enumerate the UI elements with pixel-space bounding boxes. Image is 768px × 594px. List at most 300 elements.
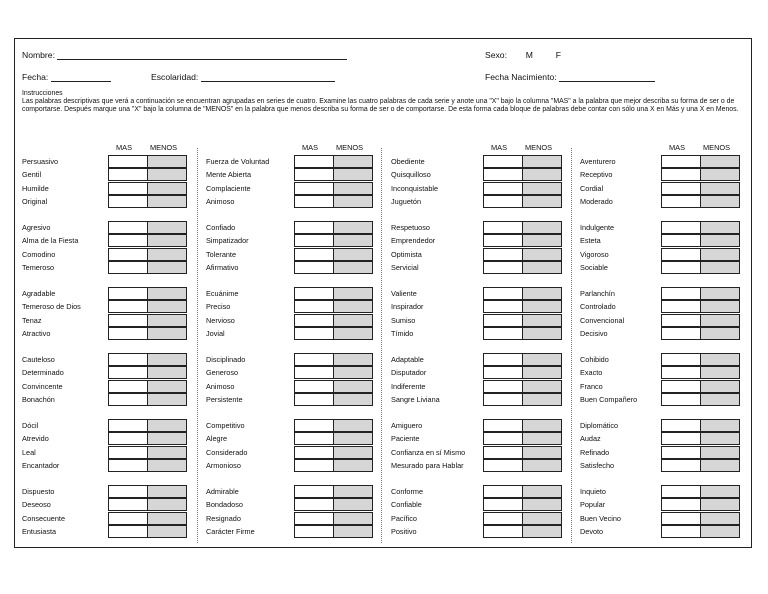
mas-checkbox[interactable]: [661, 525, 701, 538]
mas-checkbox[interactable]: [661, 300, 701, 313]
mas-checkbox[interactable]: [661, 446, 701, 459]
menos-checkbox[interactable]: [522, 393, 562, 406]
mas-column-header: MAS: [116, 143, 133, 152]
menos-checkbox[interactable]: [147, 182, 187, 195]
menos-checkbox[interactable]: [147, 287, 187, 300]
sexo-label: Sexo:: [485, 50, 507, 60]
column-divider: [571, 148, 572, 543]
mas-checkbox[interactable]: [661, 393, 701, 406]
menos-checkbox[interactable]: [147, 366, 187, 379]
mas-checkbox[interactable]: [108, 366, 148, 379]
word-label: Dispuesto: [22, 487, 55, 496]
menos-checkbox[interactable]: [700, 248, 740, 261]
word-label: Confiado: [206, 223, 236, 232]
mas-checkbox[interactable]: [108, 314, 148, 327]
mas-checkbox[interactable]: [294, 446, 334, 459]
mas-checkbox[interactable]: [108, 485, 148, 498]
menos-checkbox[interactable]: [147, 432, 187, 445]
mas-checkbox[interactable]: [294, 393, 334, 406]
mas-checkbox[interactable]: [294, 380, 334, 393]
menos-checkbox[interactable]: [147, 419, 187, 432]
mas-checkbox[interactable]: [108, 221, 148, 234]
menos-checkbox[interactable]: [522, 234, 562, 247]
word-label: Carácter Firme: [206, 526, 255, 536]
mas-checkbox[interactable]: [294, 419, 334, 432]
mas-checkbox[interactable]: [661, 380, 701, 393]
mas-checkbox[interactable]: [483, 155, 523, 168]
menos-checkbox[interactable]: [522, 261, 562, 274]
menos-checkbox[interactable]: [700, 366, 740, 379]
word-label: Persistente: [206, 394, 243, 404]
mas-checkbox[interactable]: [483, 512, 523, 525]
mas-checkbox[interactable]: [661, 432, 701, 445]
word-label: Tímido: [391, 328, 414, 338]
mas-checkbox[interactable]: [294, 234, 334, 247]
menos-checkbox[interactable]: [522, 512, 562, 525]
word-label: Simpatizador: [206, 236, 249, 246]
word-label: Convencional: [580, 315, 625, 325]
mas-checkbox[interactable]: [108, 353, 148, 366]
word-label: Humilde: [22, 183, 49, 193]
menos-checkbox[interactable]: [147, 459, 187, 472]
menos-checkbox[interactable]: [700, 221, 740, 234]
word-label: Competitivo: [206, 421, 245, 430]
mas-checkbox[interactable]: [483, 234, 523, 247]
mas-checkbox[interactable]: [294, 182, 334, 195]
word-label: Parlanchín: [580, 289, 615, 298]
instructions-title: Instrucciones: [22, 90, 63, 97]
word-label: Vigoroso: [580, 249, 609, 259]
menos-checkbox[interactable]: [522, 300, 562, 313]
menos-checkbox[interactable]: [147, 485, 187, 498]
menos-checkbox[interactable]: [333, 234, 373, 247]
mas-checkbox[interactable]: [661, 327, 701, 340]
mas-checkbox[interactable]: [661, 155, 701, 168]
menos-checkbox[interactable]: [333, 393, 373, 406]
word-label: Inspirador: [391, 302, 424, 312]
menos-checkbox[interactable]: [522, 221, 562, 234]
word-label: Bonachón: [22, 394, 55, 404]
word-label: Franco: [580, 381, 603, 391]
word-label: Bondadoso: [206, 500, 243, 510]
menos-checkbox[interactable]: [522, 248, 562, 261]
menos-checkbox[interactable]: [700, 459, 740, 472]
menos-checkbox[interactable]: [333, 380, 373, 393]
menos-checkbox[interactable]: [333, 353, 373, 366]
word-label: Disputador: [391, 368, 427, 378]
word-label: Admirable: [206, 487, 239, 496]
menos-checkbox[interactable]: [147, 300, 187, 313]
menos-checkbox[interactable]: [522, 432, 562, 445]
mas-checkbox[interactable]: [483, 287, 523, 300]
mas-checkbox[interactable]: [483, 446, 523, 459]
word-label: Positivo: [391, 526, 417, 536]
mas-checkbox[interactable]: [483, 248, 523, 261]
mas-checkbox[interactable]: [483, 432, 523, 445]
mas-checkbox[interactable]: [483, 485, 523, 498]
word-label: Pacífico: [391, 513, 417, 523]
mas-checkbox[interactable]: [108, 432, 148, 445]
mas-checkbox[interactable]: [483, 221, 523, 234]
word-label: Respetuoso: [391, 223, 430, 232]
menos-checkbox[interactable]: [147, 221, 187, 234]
word-label: Original: [22, 196, 48, 206]
menos-checkbox[interactable]: [147, 168, 187, 181]
mas-checkbox[interactable]: [108, 261, 148, 274]
mas-checkbox[interactable]: [108, 195, 148, 208]
word-label: Paciente: [391, 434, 420, 444]
sexo-m-option[interactable]: M: [525, 50, 533, 60]
menos-checkbox[interactable]: [333, 446, 373, 459]
mas-checkbox[interactable]: [661, 248, 701, 261]
word-label: Persuasivo: [22, 157, 59, 166]
menos-checkbox[interactable]: [700, 485, 740, 498]
word-label: Encantador: [22, 460, 60, 470]
menos-column-header: MENOS: [150, 143, 178, 152]
mas-checkbox[interactable]: [108, 168, 148, 181]
mas-checkbox[interactable]: [294, 366, 334, 379]
menos-checkbox[interactable]: [333, 248, 373, 261]
fecha-nacimiento-label: Fecha Nacimiento:: [485, 72, 557, 82]
mas-checkbox[interactable]: [294, 221, 334, 234]
mas-checkbox[interactable]: [108, 512, 148, 525]
fecha-nacimiento-field[interactable]: [559, 72, 655, 82]
mas-checkbox[interactable]: [108, 234, 148, 247]
word-label: Complaciente: [206, 183, 251, 193]
mas-checkbox[interactable]: [294, 261, 334, 274]
mas-checkbox[interactable]: [483, 300, 523, 313]
menos-checkbox[interactable]: [700, 300, 740, 313]
mas-checkbox[interactable]: [483, 353, 523, 366]
word-label: Servicial: [391, 262, 419, 272]
menos-checkbox[interactable]: [700, 168, 740, 181]
mas-checkbox[interactable]: [294, 459, 334, 472]
mas-checkbox[interactable]: [108, 248, 148, 261]
menos-checkbox[interactable]: [333, 432, 373, 445]
menos-checkbox[interactable]: [522, 327, 562, 340]
mas-checkbox[interactable]: [294, 155, 334, 168]
mas-checkbox[interactable]: [661, 314, 701, 327]
mas-checkbox[interactable]: [294, 300, 334, 313]
word-label: Ecuánime: [206, 289, 239, 298]
menos-checkbox[interactable]: [333, 300, 373, 313]
menos-checkbox[interactable]: [333, 419, 373, 432]
mas-checkbox[interactable]: [661, 419, 701, 432]
mas-checkbox[interactable]: [661, 459, 701, 472]
menos-checkbox[interactable]: [700, 155, 740, 168]
word-label: Esteta: [580, 236, 601, 246]
mas-checkbox[interactable]: [661, 195, 701, 208]
menos-checkbox[interactable]: [522, 195, 562, 208]
word-label: Agresivo: [22, 223, 51, 232]
nombre-label: Nombre:: [22, 50, 55, 60]
mas-checkbox[interactable]: [483, 195, 523, 208]
mas-checkbox[interactable]: [108, 327, 148, 340]
mas-checkbox[interactable]: [483, 168, 523, 181]
word-label: Dócil: [22, 421, 39, 430]
word-label: Temeroso: [22, 262, 55, 272]
mas-checkbox[interactable]: [294, 432, 334, 445]
word-label: Tolerante: [206, 249, 237, 259]
menos-checkbox[interactable]: [522, 353, 562, 366]
menos-checkbox[interactable]: [147, 446, 187, 459]
menos-checkbox[interactable]: [700, 182, 740, 195]
menos-checkbox[interactable]: [700, 314, 740, 327]
menos-checkbox[interactable]: [522, 182, 562, 195]
mas-checkbox[interactable]: [294, 287, 334, 300]
word-label: Comodino: [22, 249, 56, 259]
word-label: Buen Vecino: [580, 513, 621, 523]
menos-checkbox[interactable]: [147, 234, 187, 247]
menos-checkbox[interactable]: [522, 485, 562, 498]
word-label: Considerado: [206, 447, 248, 457]
word-label: Optimista: [391, 249, 422, 259]
word-label: Audaz: [580, 434, 601, 444]
menos-checkbox[interactable]: [522, 155, 562, 168]
menos-checkbox[interactable]: [147, 248, 187, 261]
menos-checkbox[interactable]: [147, 327, 187, 340]
menos-checkbox[interactable]: [522, 380, 562, 393]
fecha-label: Fecha:: [22, 72, 49, 82]
menos-checkbox[interactable]: [700, 446, 740, 459]
word-label: Adaptable: [391, 355, 424, 364]
mas-checkbox[interactable]: [483, 366, 523, 379]
menos-checkbox[interactable]: [333, 182, 373, 195]
menos-checkbox[interactable]: [522, 446, 562, 459]
menos-checkbox[interactable]: [522, 419, 562, 432]
word-label: Atractivo: [22, 328, 51, 338]
menos-checkbox[interactable]: [522, 366, 562, 379]
fecha-row: [22, 72, 111, 82]
mas-checkbox[interactable]: [294, 512, 334, 525]
nombre-field[interactable]: [57, 50, 347, 60]
menos-checkbox[interactable]: [333, 327, 373, 340]
menos-checkbox[interactable]: [700, 419, 740, 432]
word-label: Inconquistable: [391, 183, 439, 193]
menos-checkbox[interactable]: [333, 155, 373, 168]
menos-checkbox[interactable]: [700, 327, 740, 340]
mas-checkbox[interactable]: [294, 327, 334, 340]
mas-checkbox[interactable]: [661, 498, 701, 511]
word-label: Devoto: [580, 526, 604, 536]
mas-checkbox[interactable]: [108, 182, 148, 195]
menos-checkbox[interactable]: [333, 287, 373, 300]
mas-checkbox[interactable]: [483, 459, 523, 472]
mas-checkbox[interactable]: [661, 168, 701, 181]
word-label: Confiable: [391, 500, 422, 510]
mas-checkbox[interactable]: [294, 498, 334, 511]
menos-checkbox[interactable]: [333, 168, 373, 181]
mas-checkbox[interactable]: [483, 498, 523, 511]
word-label: Satisfecho: [580, 460, 615, 470]
mas-checkbox[interactable]: [294, 485, 334, 498]
word-label: Determinado: [22, 368, 64, 378]
menos-checkbox[interactable]: [333, 314, 373, 327]
menos-checkbox[interactable]: [147, 155, 187, 168]
word-label: Consecuente: [22, 513, 66, 523]
instructions-block: [22, 90, 742, 114]
word-label: Indulgente: [580, 223, 615, 232]
mas-checkbox[interactable]: [661, 221, 701, 234]
menos-checkbox[interactable]: [522, 459, 562, 472]
word-label: Atrevido: [22, 434, 49, 444]
menos-checkbox[interactable]: [700, 195, 740, 208]
mas-checkbox[interactable]: [108, 393, 148, 406]
word-label: Mente Abierta: [206, 170, 252, 180]
word-label: Entusiasta: [22, 526, 57, 536]
word-label: Refinado: [580, 447, 610, 457]
mas-checkbox[interactable]: [483, 327, 523, 340]
word-label: Cohibido: [580, 355, 609, 364]
word-label: Receptivo: [580, 170, 613, 180]
menos-checkbox[interactable]: [147, 498, 187, 511]
menos-checkbox[interactable]: [147, 525, 187, 538]
mas-checkbox[interactable]: [661, 182, 701, 195]
word-label: Temeroso de Dios: [22, 302, 81, 312]
menos-checkbox[interactable]: [147, 353, 187, 366]
menos-checkbox[interactable]: [522, 525, 562, 538]
menos-checkbox[interactable]: [700, 393, 740, 406]
menos-checkbox[interactable]: [333, 459, 373, 472]
mas-checkbox[interactable]: [108, 446, 148, 459]
mas-checkbox[interactable]: [483, 314, 523, 327]
mas-checkbox[interactable]: [108, 525, 148, 538]
menos-checkbox[interactable]: [333, 525, 373, 538]
menos-checkbox[interactable]: [333, 485, 373, 498]
mas-checkbox[interactable]: [294, 168, 334, 181]
mas-checkbox[interactable]: [661, 353, 701, 366]
word-label: Indiferente: [391, 381, 426, 391]
menos-checkbox[interactable]: [700, 498, 740, 511]
word-label: Conforme: [391, 487, 424, 496]
mas-checkbox[interactable]: [483, 393, 523, 406]
menos-checkbox[interactable]: [700, 380, 740, 393]
menos-checkbox[interactable]: [700, 234, 740, 247]
menos-checkbox[interactable]: [700, 512, 740, 525]
menos-checkbox[interactable]: [522, 314, 562, 327]
word-label: Popular: [580, 500, 606, 510]
word-label: Emprendedor: [391, 236, 436, 246]
escolaridad-label: Escolaridad:: [151, 72, 199, 82]
mas-checkbox[interactable]: [108, 459, 148, 472]
mas-checkbox[interactable]: [294, 195, 334, 208]
menos-checkbox[interactable]: [700, 525, 740, 538]
word-label: Cauteloso: [22, 355, 55, 364]
word-label: Armonioso: [206, 460, 241, 470]
menos-checkbox[interactable]: [147, 393, 187, 406]
mas-checkbox[interactable]: [661, 287, 701, 300]
mas-checkbox[interactable]: [108, 155, 148, 168]
mas-checkbox[interactable]: [294, 525, 334, 538]
word-label: Diplomático: [580, 421, 619, 430]
menos-checkbox[interactable]: [147, 261, 187, 274]
mas-checkbox[interactable]: [108, 419, 148, 432]
word-label: Cordial: [580, 183, 604, 193]
sexo-row: [485, 50, 561, 60]
word-label: Moderado: [580, 196, 613, 206]
instructions-text: Las palabras descriptivas que verá a continuación se encuentran agrupadas en series de cuatro. Examine las cuatro palabras de cada serie y anote una "X" bajo la columna "MAS" a la palabra que mejor describa su forma de ser o de comportarse. Después marque una "X" bajo la columna de "MENOS" en la palabra que menos describa su forma de ser o de comportarse. De esta forma cada bloque de palabras debe contar con sólo una X en Más y una X en Menos.: [22, 98, 739, 114]
mas-checkbox[interactable]: [294, 314, 334, 327]
word-label: Tenaz: [22, 315, 42, 325]
mas-checkbox[interactable]: [294, 248, 334, 261]
menos-column-header: MENOS: [525, 143, 553, 152]
column-divider: [197, 148, 198, 543]
mas-checkbox[interactable]: [108, 287, 148, 300]
column-divider: [381, 148, 382, 543]
word-label: Resignado: [206, 513, 241, 523]
menos-checkbox[interactable]: [333, 366, 373, 379]
menos-checkbox[interactable]: [522, 168, 562, 181]
menos-checkbox[interactable]: [333, 498, 373, 511]
mas-checkbox[interactable]: [483, 182, 523, 195]
mas-checkbox[interactable]: [483, 261, 523, 274]
fecha-nacimiento-row: [485, 72, 655, 82]
word-label: Leal: [22, 447, 36, 457]
mas-checkbox[interactable]: [483, 380, 523, 393]
word-label: Mesurado para Hablar: [391, 460, 464, 470]
word-label: Preciso: [206, 302, 231, 312]
mas-checkbox[interactable]: [483, 525, 523, 538]
menos-checkbox[interactable]: [147, 314, 187, 327]
word-label: Gentil: [22, 170, 42, 180]
mas-checkbox[interactable]: [108, 380, 148, 393]
word-label: Buen Compañero: [580, 394, 638, 404]
word-label: Aventurero: [580, 157, 616, 166]
mas-checkbox[interactable]: [108, 300, 148, 313]
word-label: Jovial: [206, 328, 225, 338]
word-label: Quisquilloso: [391, 170, 431, 180]
mas-checkbox[interactable]: [108, 498, 148, 511]
mas-checkbox[interactable]: [661, 512, 701, 525]
menos-checkbox[interactable]: [147, 380, 187, 393]
word-label: Exacto: [580, 368, 603, 378]
menos-column-header: MENOS: [703, 143, 731, 152]
menos-checkbox[interactable]: [700, 261, 740, 274]
menos-checkbox[interactable]: [700, 353, 740, 366]
word-label: Convincente: [22, 381, 63, 391]
menos-checkbox[interactable]: [333, 261, 373, 274]
menos-checkbox[interactable]: [700, 432, 740, 445]
word-label: Sangre Liviana: [391, 394, 440, 404]
fecha-field[interactable]: [51, 72, 111, 82]
mas-checkbox[interactable]: [661, 366, 701, 379]
word-label: Alma de la Fiesta: [22, 236, 79, 246]
word-label: Valiente: [391, 289, 417, 298]
mas-checkbox[interactable]: [294, 353, 334, 366]
mas-checkbox[interactable]: [661, 485, 701, 498]
sexo-f-option[interactable]: F: [555, 50, 561, 60]
menos-checkbox[interactable]: [333, 221, 373, 234]
word-label: Obediente: [391, 157, 425, 166]
escolaridad-field[interactable]: [201, 72, 335, 82]
mas-checkbox[interactable]: [483, 419, 523, 432]
menos-checkbox[interactable]: [333, 195, 373, 208]
word-label: Afirmativo: [206, 262, 239, 272]
word-label: Amiguero: [391, 421, 423, 430]
menos-checkbox[interactable]: [522, 287, 562, 300]
menos-checkbox[interactable]: [700, 287, 740, 300]
menos-checkbox[interactable]: [147, 195, 187, 208]
mas-checkbox[interactable]: [661, 234, 701, 247]
word-label: Fuerza de Voluntad: [206, 157, 270, 166]
mas-checkbox[interactable]: [661, 261, 701, 274]
word-label: Nervioso: [206, 315, 235, 325]
menos-checkbox[interactable]: [333, 512, 373, 525]
menos-checkbox[interactable]: [147, 512, 187, 525]
escolaridad-row: [151, 72, 335, 82]
word-label: Controlado: [580, 302, 616, 312]
menos-checkbox[interactable]: [522, 498, 562, 511]
